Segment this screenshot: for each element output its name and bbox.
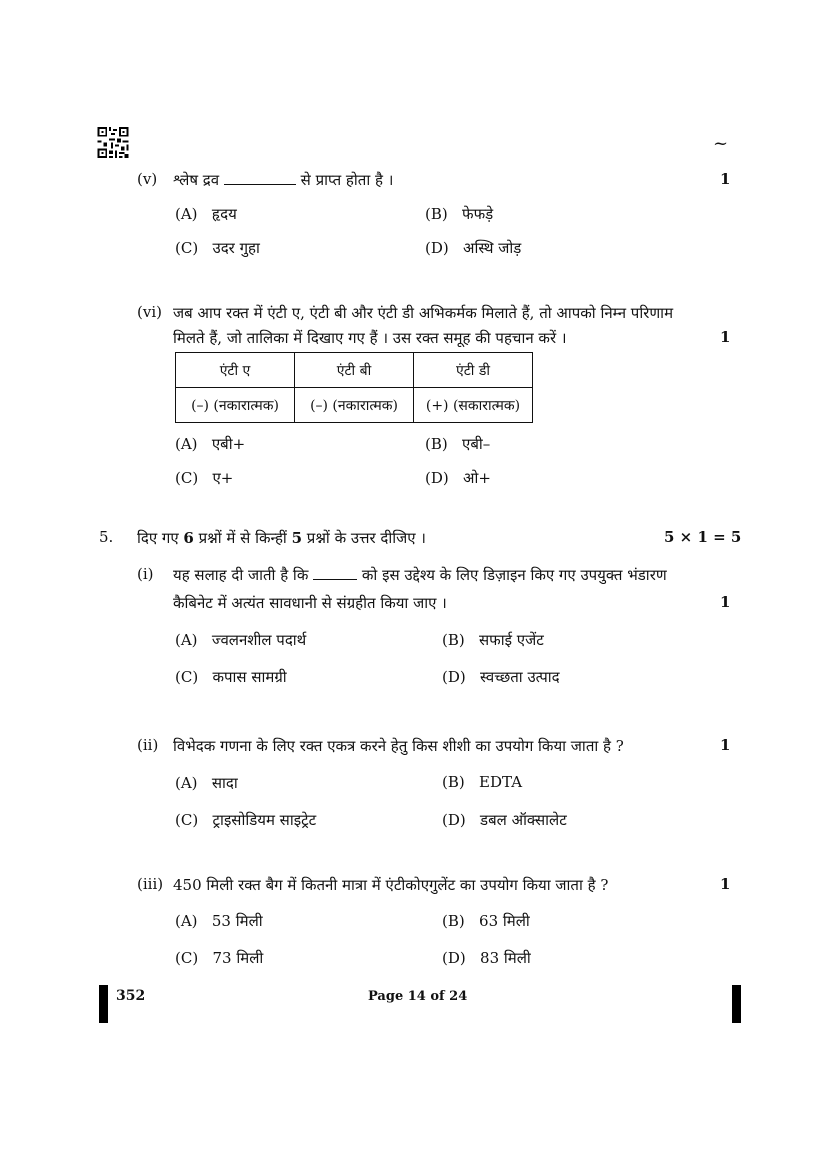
option-d: (D) डबल ऑक्सालेट — [442, 811, 567, 829]
q5-i-line1: यह सलाह दी जाती है कि को इस उद्देश्य के लिए डिज़ाइन किए गए उपयुक्त भंडारण — [173, 566, 667, 584]
option-a: (A) एबी+ — [175, 435, 246, 453]
qr-code-icon — [97, 127, 129, 158]
answer-blank — [313, 567, 357, 580]
table-cell: (–) (नकारात्मक) — [176, 388, 295, 423]
option-c: (C) उदर गुहा — [175, 239, 260, 257]
table-header-cell: एंटी बी — [295, 353, 414, 388]
q5-ii-number: (ii) — [137, 736, 159, 754]
q-v-marks: 1 — [720, 170, 731, 188]
option-b: (B) 63 मिली — [442, 912, 530, 930]
option-b: (B) फेफड़े — [425, 205, 494, 223]
option-a: (A) हृदय — [175, 205, 237, 223]
option-d: (D) स्वच्छता उत्पाद — [442, 668, 560, 686]
q5-iii-number: (iii) — [137, 875, 164, 893]
option-d: (D) अस्थि जोड़ — [425, 239, 522, 257]
q-vi-number: (vi) — [137, 303, 162, 321]
option-a: (A) 53 मिली — [175, 912, 263, 930]
q5-ii-marks: 1 — [720, 736, 731, 754]
option-b: (B) एबी– — [425, 435, 491, 453]
q-vi-line2: मिलते हैं, जो तालिका में दिखाए गए हैं । उस रक्त समूह की पहचान करें । — [173, 329, 567, 347]
page-number: Page 14 of 24 — [368, 989, 468, 1004]
table-cell: (–) (नकारात्मक) — [295, 388, 414, 423]
right-margin-bar — [732, 985, 741, 1023]
option-d: (D) ओ+ — [425, 469, 491, 487]
q5-marks: 5 × 1 = 5 — [664, 528, 742, 546]
q-vi-line1: जब आप रक्त में एंटी ए, एंटी बी और एंटी डी अभिकर्मक मिलाते हैं, तो आपको निम्न परिणाम — [173, 304, 674, 322]
q5-i-marks: 1 — [720, 593, 731, 611]
option-a: (A) सादा — [175, 774, 238, 792]
table-header-row — [176, 353, 533, 388]
q-v-text — [173, 170, 393, 190]
blood-test-table — [175, 352, 533, 423]
option-c: (C) ए+ — [175, 469, 234, 487]
option-d: (D) 83 मिली — [442, 949, 531, 967]
option-a: (A) ज्वलनशील पदार्थ — [175, 631, 307, 649]
header-tilde: ~ — [713, 133, 729, 154]
q5-i-number: (i) — [137, 565, 154, 583]
q5-iii-text: 450 मिली रक्त बैग में कितनी मात्रा में एंटीकोएगुलेंट का उपयोग किया जाता है ? — [173, 876, 609, 894]
q-vi-marks: 1 — [720, 328, 731, 346]
table-header-cell: एंटी ए — [176, 353, 295, 388]
q5-instruction: दिए गए 6 प्रश्नों में से किन्हीं 5 प्रश्नों के उत्तर दीजिए । — [137, 529, 426, 547]
table-row — [176, 388, 533, 423]
table-cell: (+) (सकारात्मक) — [414, 388, 533, 423]
q5-ii-text: विभेदक गणना के लिए रक्त एकत्र करने हेतु किस शीशी का उपयोग किया जाता है ? — [173, 737, 624, 755]
option-b: (B) EDTA — [442, 773, 523, 791]
paper-code: 352 — [116, 988, 146, 1004]
option-c: (C) ट्राइसोडियम साइट्रेट — [175, 811, 317, 829]
answer-blank — [224, 172, 296, 185]
q5-iii-marks: 1 — [720, 875, 731, 893]
option-c: (C) 73 मिली — [175, 949, 264, 967]
option-c: (C) कपास सामग्री — [175, 668, 287, 686]
table-header-cell: एंटी डी — [414, 353, 533, 388]
q-v-number: (v) — [137, 170, 158, 188]
q5-i-line2: कैबिनेट में अत्यंत सावधानी से संग्रहीत किया जाए । — [173, 594, 447, 612]
option-b: (B) सफाई एजेंट — [442, 631, 544, 649]
left-margin-bar — [99, 985, 108, 1023]
q-v-text-before: श्लेष द्रव — [173, 171, 220, 189]
q5-number: 5. — [99, 528, 114, 546]
q-v-text-after: से प्राप्त होता है । — [300, 171, 394, 189]
